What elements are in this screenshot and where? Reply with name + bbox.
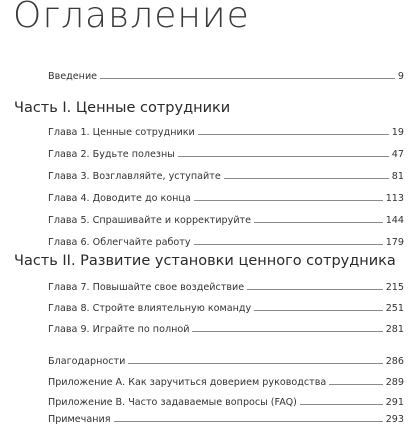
part-heading-1: Часть I. Ценные сотрудники	[14, 100, 231, 116]
toc-entry-chapter-1[interactable]	[48, 122, 404, 138]
toc-entry-page: 179	[385, 237, 404, 248]
toc-entry-label: Глава 1. Ценные сотрудники	[48, 127, 195, 138]
dot-leader	[128, 363, 382, 364]
toc-entry-label: Приложение В. Часто задаваемые вопросы (FAQ)	[48, 397, 297, 408]
dot-leader	[114, 421, 383, 422]
toc-entry-page: 47	[391, 149, 404, 160]
toc-entry-acknowledgments[interactable]	[48, 351, 404, 367]
toc-entry-chapter-6[interactable]	[48, 232, 404, 248]
toc-entry-chapter-8[interactable]	[48, 298, 404, 314]
toc-entry-page: 286	[385, 356, 404, 367]
toc-entry-page: 81	[391, 171, 404, 182]
part-heading-2: Часть II. Развитие установки ценного сотрудника	[14, 253, 396, 269]
toc-entry-chapter-2[interactable]	[48, 144, 404, 160]
toc-entry-page: 19	[391, 127, 404, 138]
dot-leader	[192, 331, 382, 332]
toc-entry-chapter-5[interactable]	[48, 210, 404, 226]
dot-leader	[329, 384, 382, 385]
toc-entry-page: 251	[385, 303, 404, 314]
toc-entry-label: Глава 5. Спрашивайте и корректируйте	[48, 215, 252, 226]
dot-leader	[198, 134, 389, 135]
toc-entry-page: 289	[385, 377, 404, 388]
toc-entry-label: Глава 4. Доводите до конца	[48, 193, 191, 204]
dot-leader	[194, 200, 383, 201]
toc-entry-chapter-7[interactable]	[48, 277, 404, 293]
toc-entry-label: Примечания	[48, 414, 111, 425]
toc-entry-label: Глава 8. Стройте влиятельную команду	[48, 303, 252, 314]
dot-leader	[254, 222, 383, 223]
dot-leader	[300, 404, 383, 405]
toc-entry-label: Глава 9. Играйте по полной	[48, 324, 190, 335]
toc-entry-label: Введение	[48, 71, 98, 82]
toc-entry-page: 293	[385, 414, 404, 425]
dot-leader	[194, 244, 383, 245]
dot-leader	[254, 310, 383, 311]
toc-entry-appendix-a[interactable]	[48, 372, 404, 388]
page-title: Оглавление	[13, 0, 250, 36]
toc-entry-label: Глава 2. Будьте полезны	[48, 149, 175, 160]
toc-entry-page: 144	[385, 215, 404, 226]
toc-entry-notes[interactable]	[48, 409, 404, 425]
toc-entry-chapter-9[interactable]	[48, 319, 404, 335]
toc-entry-appendix-b[interactable]	[48, 392, 404, 408]
dot-leader	[247, 289, 382, 290]
toc-entry-page: 215	[385, 282, 404, 293]
toc-entry-page: 9	[397, 71, 404, 82]
toc-entry-chapter-4[interactable]	[48, 188, 404, 204]
dot-leader	[178, 156, 389, 157]
toc-entry-page: 281	[385, 324, 404, 335]
toc-entry-page: 113	[385, 193, 404, 204]
toc-entry-label: Глава 3. Возглавляйте, уступайте	[48, 171, 221, 182]
toc-entry-label: Приложение А. Как заручиться доверием руководства	[48, 377, 327, 388]
dot-leader	[224, 178, 389, 179]
toc-entry-intro[interactable]	[48, 66, 404, 82]
toc-entry-page: 291	[385, 397, 404, 408]
toc-entry-label: Благодарности	[48, 356, 126, 367]
toc-entry-label: Глава 6. Облегчайте работу	[48, 237, 191, 248]
toc-entry-label: Глава 7. Повышайте свое воздействие	[48, 282, 245, 293]
dot-leader	[100, 78, 395, 79]
toc-entry-chapter-3[interactable]	[48, 166, 404, 182]
